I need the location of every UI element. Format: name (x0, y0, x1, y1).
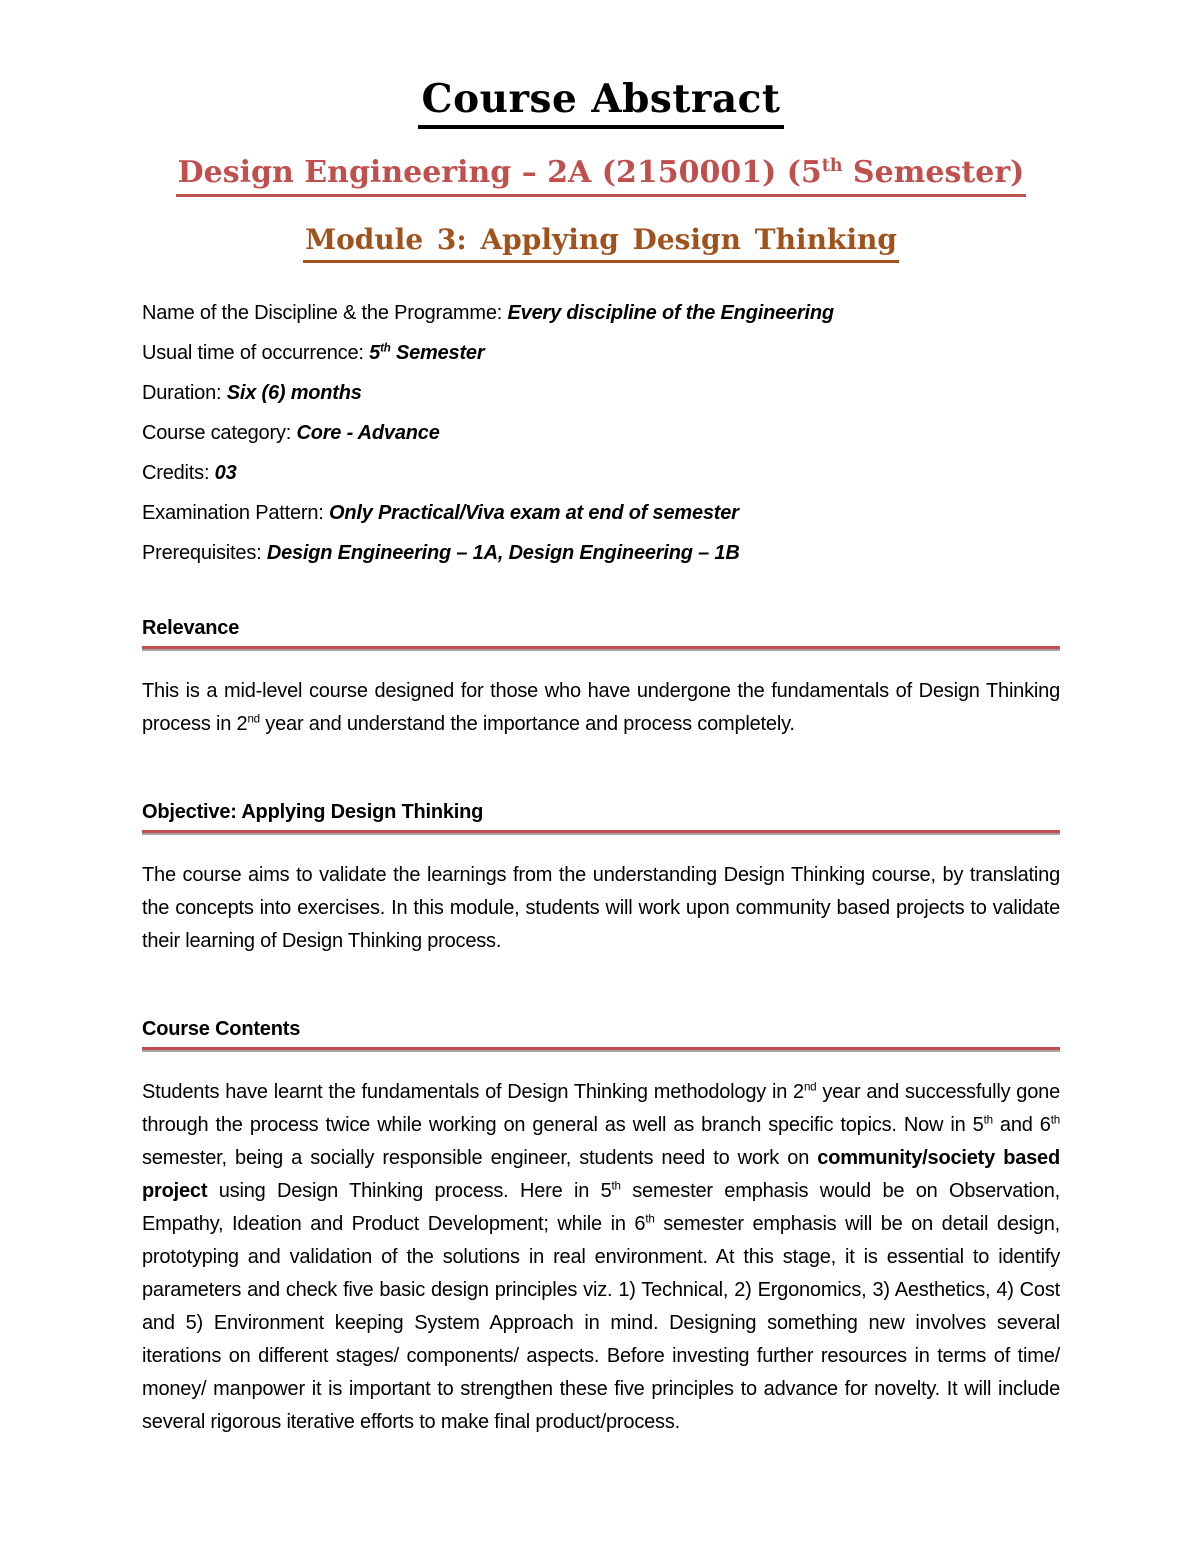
module-subtitle: Module 3: Applying Design Thinking (303, 223, 899, 263)
section-heading: Relevance (142, 617, 240, 639)
section-course-contents (142, 1018, 1060, 1439)
section-objective (142, 801, 1060, 958)
meta-value-text-end: Semester (390, 342, 485, 364)
course-subtitle-row (142, 155, 1060, 197)
page-title: Course Abstract (418, 76, 785, 129)
meta-value-text: 5 (369, 342, 381, 364)
meta-field-label: Credits: (142, 462, 215, 484)
course-subtitle-superscript: th (821, 156, 843, 176)
heading-rule (142, 646, 1060, 651)
meta-field-label: Prerequisites: (142, 542, 267, 564)
heading-rule (142, 830, 1060, 835)
meta-field-value: 03 (214, 462, 237, 484)
meta-field-prerequisites (142, 533, 1060, 573)
meta-field-value: Every discipline of the Engineering (507, 302, 834, 324)
text-run: This is a mid-level course designed for those who have undergone the fundamentals of Design Thinking process in 2 (142, 680, 1060, 735)
text-run: semester emphasis will be on detail design, prototyping and validation of the solutions in real environment. At this stage, it is essential to identify parameters and check five basic design principles viz. 1) Technical, 2) Ergonomics, 3) Aesthetics, 4) Cost and 5) Environment keeping System Approach in mind. Designing something new involves several iterations on different stages/ components/ aspects. Before investing further resources in terms of time/ money/ manpower it is important to strengthen these five principles to advance for novelty. It will include several rigorous iterative efforts to make final product/process. (142, 1213, 1060, 1433)
meta-field-value: Core - Advance (296, 422, 440, 444)
heading-rule (142, 1047, 1060, 1052)
meta-field-label: Usual time of occurrence: (142, 342, 370, 364)
section-paragraph (142, 1076, 1060, 1439)
meta-field-category (142, 413, 1060, 453)
section-relevance (142, 617, 1060, 741)
meta-field-label: Course category: (142, 422, 297, 444)
course-subtitle-text-end: Semester) (842, 155, 1025, 190)
meta-field-label: Name of the Discipline & the Programme: (142, 302, 508, 324)
meta-value-superscript: th (380, 341, 391, 355)
section-heading: Course Contents (142, 1018, 301, 1040)
meta-block (142, 293, 1060, 573)
bold-text-run: community/society based project (142, 1147, 1061, 1202)
section-heading: Objective: Applying Design Thinking (142, 801, 484, 823)
text-run: using Design Thinking process. Here in 5 (207, 1180, 612, 1202)
text-run: semester, being a socially responsible engineer, students need to work on (142, 1147, 818, 1169)
meta-field-duration (142, 373, 1060, 413)
page-title-row (142, 76, 1060, 129)
meta-field-credits (142, 453, 1060, 493)
meta-field-discipline (142, 293, 1060, 333)
meta-field-exam-pattern (142, 493, 1060, 533)
text-run: year and understand the importance and process completely. (259, 713, 795, 735)
meta-field-label: Examination Pattern: (142, 502, 330, 524)
section-paragraph (142, 675, 1060, 741)
superscript-run: th (611, 1179, 621, 1193)
superscript-run: th (1050, 1113, 1060, 1127)
meta-field-value (369, 342, 484, 364)
meta-field-occurrence (142, 333, 1060, 373)
text-run: The course aims to validate the learnings from the understanding Design Thinking course, by translating the concepts into exercises. In this module, students will work upon community based projects to validate their learning of Design Thinking process. (142, 864, 1060, 952)
module-subtitle-row (142, 223, 1060, 263)
meta-field-value: Only Practical/Viva exam at end of semester (329, 502, 739, 524)
text-run: year and successfully gone through the process twice while working on general as well as branch specific topics. Now in 5 (142, 1081, 1060, 1136)
superscript-run: nd (247, 712, 260, 726)
superscript-run: nd (803, 1080, 817, 1094)
meta-field-value: Design Engineering – 1A, Design Engineering – 1B (266, 542, 740, 564)
meta-field-label: Duration: (142, 382, 227, 404)
text-run: semester emphasis would be on Observation, Empathy, Ideation and Product Development; while in 6 (142, 1180, 1061, 1235)
superscript-run: th (645, 1212, 655, 1226)
text-run: Students have learnt the fundamentals of Design Thinking methodology in 2 (142, 1081, 804, 1103)
title-block (142, 76, 1060, 263)
text-run: and 6 (992, 1114, 1051, 1136)
superscript-run: th (983, 1113, 993, 1127)
section-paragraph (142, 859, 1060, 958)
meta-field-value: Six (6) months (226, 382, 362, 404)
course-subtitle-text: Design Engineering – 2A (2150001) (5 (177, 155, 822, 190)
course-subtitle (176, 155, 1027, 197)
